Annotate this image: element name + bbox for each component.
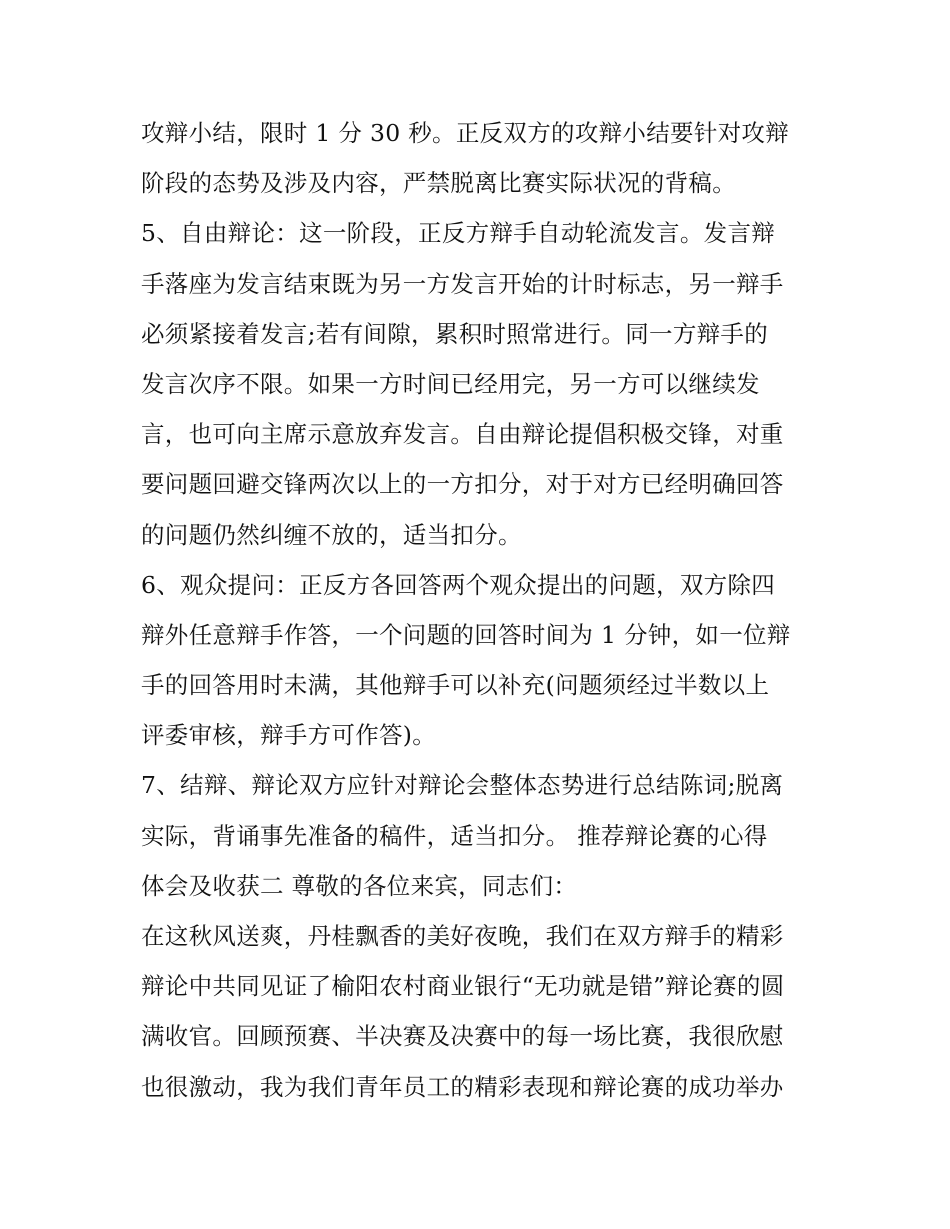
text-line: 在这秋风送爽，丹桂飘香的美好夜晚，我们在双方辩手的精彩 [141, 922, 784, 950]
text-line: 满收官。回顾预赛、半决赛及决赛中的每一场比赛，我很欣慰 [141, 1022, 784, 1051]
text-line: 体会及收获二 尊敬的各位来宾，同志们： [141, 871, 578, 900]
text-line: 也很激动，我为我们青年员工的精彩表现和辩论赛的成功举办 [141, 1072, 784, 1101]
text-line: 实际，背诵事先准备的稿件，适当扣分。 推荐辩论赛的心得 [141, 821, 768, 850]
text-line: 6、观众提问：正反方各回答两个观众提出的问题，双方除四 [141, 570, 776, 599]
text-line: 5、自由辩论：这一阶段，正反方辩手自动轮流发言。发言辩 [141, 219, 776, 248]
text-line: 言，也可向主席示意放弃发言。自由辩论提倡积极交锋，对重 [141, 420, 784, 449]
text-line: 辩论中共同见证了榆阳农村商业银行“无功就是错”辩论赛的圆 [141, 972, 785, 1001]
text-line: 评委审核，辩手方可作答)。 [141, 721, 437, 750]
text-line: 要问题回避交锋两次以上的一方扣分，对于对方已经明确回答 [141, 470, 784, 499]
text-line: 的问题仍然纠缠不放的，适当扣分。 [141, 520, 522, 549]
text-line: 阶段的态势及涉及内容，严禁脱离比赛实际状况的背稿。 [141, 169, 736, 198]
text-line: 辩外任意辩手作答，一个问题的回答时间为 1 分钟，如一位辩 [141, 620, 791, 649]
text-line: 发言次序不限。如果一方时间已经用完，另一方可以继续发 [141, 369, 760, 398]
text-line: 7、结辩、辩论双方应针对辩论会整体态势进行总结陈词;脱离 [141, 771, 784, 800]
text-line: 必须紧接着发言;若有间隙，累积时照常进行。同一方辩手的 [141, 319, 769, 348]
text-line: 攻辩小结，限时 1 分 30 秒。正反双方的攻辩小结要针对攻辩 [141, 119, 790, 147]
text-line: 手的回答用时未满，其他辩手可以补充(问题须经过半数以上 [141, 671, 770, 700]
document-body [141, 108, 813, 1112]
text-line: 手落座为发言结束既为另一方发言开始的计时标志，另一辩手 [141, 269, 784, 298]
